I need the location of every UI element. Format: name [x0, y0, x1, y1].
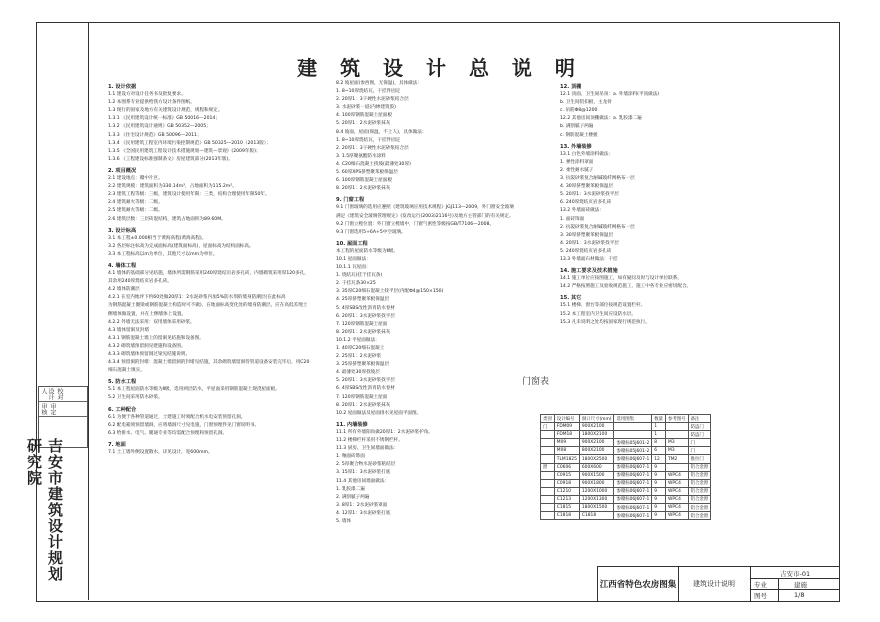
spec-line: 5. 240厚烧结页岩多孔砖 — [560, 248, 612, 254]
table-cell — [541, 479, 555, 487]
spec-line: 2. 干挂瓦条30×25 — [336, 281, 376, 287]
spec-line: 其余用240厚烧结页岩多孔砖。 — [108, 279, 172, 285]
table-cell: 800X2100 — [579, 447, 614, 455]
table-cell: 1 — [652, 431, 666, 439]
table-cell: C1213 — [554, 495, 579, 503]
table-cell: 8 — [652, 439, 666, 447]
spec-line: 为钢筋混凝土圈梁或钢筋混凝土构造时可不做)，在地面标高变化处的墙身防潮层，应在高低差埋土 — [108, 303, 308, 309]
table-cell: WPC4 — [666, 512, 689, 520]
table-cell: 铝合金窗 — [688, 495, 711, 503]
table-cell: M3 — [666, 439, 689, 447]
spec-line: 9.1 门窗玻璃的选用应遵照《建筑玻璃应用技术规程》JGJ113—2009，外门窗安全玻璃 — [336, 205, 514, 211]
table-cell: 参赣标06J607-1 — [614, 504, 652, 512]
spec-line: 4.3.2 砌筑墙预留洞见建施和设备图。 — [108, 343, 186, 349]
table-cell: M3 — [666, 447, 689, 455]
spec-line: 2.1 建设地点：赣中片区。 — [108, 176, 163, 182]
spec-line: 3. 15厚1：3水泥砂浆打底 — [336, 470, 391, 476]
table-header-cell: 数量 — [652, 415, 666, 423]
spec-line: 1. 乳胶漆二遍 — [336, 486, 365, 492]
section-heading: 14. 施工要求及技术措施 — [560, 268, 618, 275]
table-cell: C0606 — [554, 463, 579, 471]
table-cell: 9 — [652, 479, 666, 487]
spec-line: 3.1 本工程±0.000相当于黄海高程(黄海高程)。 — [108, 235, 207, 241]
table-cell: 12 — [652, 455, 666, 463]
spec-line: 本工程的屋面防水等级为Ⅱ级。 — [336, 248, 398, 254]
table-cell — [666, 423, 689, 431]
spec-line: 4. 12厚1：3水泥砂浆打底 — [336, 510, 391, 516]
section-heading: 6. 工种配合 — [108, 406, 137, 413]
spec-line: 6.1 为便于各种管道通过，土建施工时须配合机水电安装预留孔洞。 — [108, 414, 246, 420]
spec-line: 4.3.3 砌筑墙体预留洞过梁见结施说明。 — [108, 352, 191, 357]
table-cell: 9 — [652, 487, 666, 495]
section-heading: 13. 外墙装修 — [560, 143, 592, 150]
table-cell — [666, 463, 689, 471]
table-row — [541, 487, 711, 495]
spec-line: 3. 8厚1：2水泥砂浆罩面 — [336, 502, 388, 508]
table-cell: TLM1825 — [554, 455, 579, 463]
spec-line: 3. 25厚挤塑聚苯板保温层 — [336, 362, 390, 368]
spec-line: 2.5 建筑耐火等级：二级。 — [108, 208, 163, 214]
spec-line: 15.1 楼梯、窗台等部位按规范设置栏杆。 — [560, 303, 646, 309]
spec-line: 13.3 外墙面石材做法：干挂 — [560, 256, 618, 262]
table-cell: M09 — [554, 439, 579, 447]
table-cell: TM2 — [666, 455, 689, 463]
org-name: 吉安市建筑设计规划研究院 — [25, 438, 64, 582]
table-cell: C0918 — [554, 479, 579, 487]
table-header-cell: 备注 — [688, 415, 711, 423]
spec-line: 12.2 其他房间顶棚做法：a. 乳胶漆二遍 — [560, 116, 642, 122]
spec-line: 1.3.1 《民用建筑设计统一标准》GB 50016—2014； — [108, 116, 220, 122]
spec-line: 2. 25厚1：2水泥砂浆 — [336, 354, 382, 360]
title-block — [597, 566, 840, 602]
table-cell: 1200X1300 — [579, 495, 614, 503]
table-row — [541, 512, 711, 520]
spec-line: 4.3.1 钢筋混凝土墙上的留洞见结施和设备图。 — [108, 335, 204, 341]
section-heading: 2. 项目概况 — [108, 167, 137, 174]
spec-line: 13.2 外墙面砖做法： — [560, 208, 604, 214]
spec-line: 1. 8~10厚烧结瓦，干挂件固定 — [336, 89, 401, 95]
section-heading: 11. 内墙装修 — [336, 421, 368, 428]
table-row — [541, 423, 711, 431]
spec-line: 2.2 建筑规模：建筑面积为330.14m²，占地面积为115.2m²。 — [108, 184, 237, 190]
table-cell: 900X1800 — [579, 479, 614, 487]
spec-line: 4. C20细石混凝土找坡(最薄处30厚) — [336, 161, 411, 167]
table-row — [541, 504, 711, 512]
spec-line: 5. 20厚1：2水泥砂浆抹灰 — [336, 121, 391, 127]
spec-line: b. 满刮腻子两遍 — [560, 124, 594, 130]
table-cell: 900X2100 — [579, 423, 614, 431]
spec-line: 满足《建筑安全玻璃管理规定》(发改运行(2003)2116号)及地方主管部门的有关规定。 — [336, 213, 514, 219]
table-cell: 参赣标06J607-1 — [614, 479, 652, 487]
table-cell — [541, 431, 555, 439]
section-heading: 3. 设计标高 — [108, 227, 137, 234]
spec-line: 2. 满刮腻子两遍 — [336, 494, 370, 500]
spec-line: c. 钢筋混凝土楼板 — [560, 132, 598, 138]
table-cell: 防盗门 — [688, 423, 711, 431]
spec-line: 11.2 楼梯栏杆采用不锈钢栏杆。 — [336, 438, 403, 444]
spec-line: 1.3.6 《工程建设标准强制条文》房屋建筑部分(2013年版)。 — [108, 156, 233, 162]
table-cell: 防盗门 — [688, 431, 711, 439]
table-cell: 推拉门 — [688, 455, 711, 463]
spec-line: 4.2.1 在室内地坪下约60处做20厚1：2水泥砂浆内加5%防水剂的墙身防潮层(在此标高 — [108, 295, 286, 301]
section-heading: 1. 设计依据 — [108, 84, 137, 90]
spec-line: 1. 8~10厚烧结瓦，干挂件固定 — [336, 137, 401, 143]
spec-line: 8. 20厚1：2水泥砂浆抹灰 — [336, 186, 391, 192]
table-cell: 铝合金窗 — [688, 512, 711, 520]
table-cell: 参赣标06J607-1 — [614, 487, 652, 495]
table-cell: 参赣标05J601-2 — [614, 439, 652, 447]
table-cell: 1800X2500 — [579, 455, 614, 463]
table-row — [541, 495, 711, 503]
table-cell: 9 — [652, 471, 666, 479]
table-cell: 参赣标06J607-1 — [614, 495, 652, 503]
spec-line: 6.2 配电箱须预留墙洞，应将墙洞尺寸见电施，门窗预埋件见门窗说明书。 — [108, 422, 260, 428]
spec-line: 5. 20厚1：3水泥砂浆找平层 — [560, 192, 619, 198]
spec-line: 3. 1.5厚聚氨酯防水涂料 — [336, 153, 386, 159]
spec-line: 5. 20厚1：3水泥砂浆找平层 — [336, 378, 395, 384]
table-cell: 铝合金窗 — [688, 504, 711, 512]
table-row — [541, 471, 711, 479]
section-heading: 7. 地面 — [108, 441, 126, 448]
spec-line: 9.3 门窗选用5+6A+5中空玻璃。 — [336, 229, 406, 235]
spec-line: 3. 抗裂砂浆复合耐碱玻纤网格布一层 — [560, 176, 635, 182]
table-row — [541, 479, 711, 487]
table-row — [541, 455, 711, 463]
table-cell: 参赣标05J601-2 — [614, 447, 652, 455]
spec-line: 1.1 建设方对设计任务书及批复要求。 — [108, 92, 186, 98]
table-header-cell: 类别 — [541, 415, 555, 423]
table-cell: 900X1500 — [579, 471, 614, 479]
stamp-label: 校对 — [56, 388, 63, 400]
spec-line: 10.2 屋面做法及屋面排水见屋面平面图。 — [336, 410, 422, 416]
table-cell — [666, 431, 689, 439]
spec-line: c. 吊筋Φ8@1200 — [560, 108, 598, 114]
table-cell — [541, 439, 555, 447]
table-cell: WPC4 — [666, 504, 689, 512]
table-cell — [541, 455, 555, 463]
spec-line: 4.1 墙体的基础部分见结施，墙体所需钢筋采用240厚烧结页岩多孔砖，内墙砌筑采用厚120多孔， — [108, 271, 309, 277]
section-heading: 10. 屋面工程 — [336, 240, 368, 247]
spec-line: 9.2 门窗立樘位置：外门窗立樘墙中，门窗气密性等级按GB/T7106—2008。 — [336, 221, 495, 227]
spec-line: 1. 弹性涂料罩面 — [560, 159, 594, 165]
spec-line: 2. 柔性耐水腻子 — [560, 167, 594, 173]
table-cell: 参赣标06J607-1 — [614, 463, 652, 471]
spec-line: 1. 40厚C20细石混凝土 — [336, 346, 385, 351]
spec-line: 6. 100厚钢筋混凝土屋面板 — [336, 178, 392, 184]
spec-line: 8.2 坡屋面(参西图，无保温)，具体做法： — [336, 81, 422, 86]
table-cell: C1815 — [554, 504, 579, 512]
spec-line: 4. 30厚挤塑聚苯板保温层 — [560, 184, 614, 190]
spec-line: 细石混凝土填实。 — [108, 368, 145, 374]
table-header-cell: 设计编号 — [554, 415, 579, 423]
table-cell: 1800X2100 — [579, 431, 614, 439]
spec-line: 1. 烧结瓦(挂于挂瓦条) — [336, 273, 383, 279]
section-heading: 4. 墙体工程 — [108, 262, 137, 269]
table-row — [541, 447, 711, 455]
spec-line: 8.4 坡面，屋面(保温，不上人)，具体做法： — [336, 129, 427, 135]
spec-line: 2. 20厚1：3干硬性水泥砂浆结合层 — [336, 97, 409, 103]
spec-line: 1.3.3 《住宅设计规范》GB 50096—2011； — [108, 132, 202, 138]
project-name: 江西省特色农房图集 — [598, 567, 679, 601]
table-cell: WPC4 — [666, 495, 689, 503]
spec-line: 侧墙体做设置，并在土侧墙体上设置。 — [108, 311, 187, 317]
table-cell: FDM18 — [554, 431, 579, 439]
stamp-label: 审定 — [49, 403, 56, 415]
table-cell — [541, 487, 555, 495]
table-cell: WPC4 — [666, 479, 689, 487]
table-cell: 门 — [688, 447, 711, 455]
table-cell — [614, 423, 652, 431]
spec-line: 4. 25厚挤塑聚苯板保温层 — [336, 297, 390, 303]
spec-line: 2. 5厚聚合物水泥砂浆粘结层 — [336, 462, 396, 468]
spec-line: 1.3.4 《民用建筑工程室内环境污染控制规范》GB 50325—2010（2013版）； — [108, 140, 271, 146]
spec-line: 8. 20厚1：2水泥砂浆抹灰 — [336, 329, 391, 335]
spec-line: 14.2 严格按照施工及验收规范施工，施工中各专业应密切配合。 — [560, 284, 692, 290]
table-cell: WPC4 — [666, 487, 689, 495]
door-window-table — [540, 414, 711, 520]
page-title: 建 筑 设 计 总 说 明 — [297, 56, 583, 80]
table-cell: 1200X1000 — [579, 487, 614, 495]
field-value: 建施 — [794, 581, 807, 589]
table-cell — [541, 504, 555, 512]
table-header-cell: 参考图号 — [666, 415, 689, 423]
table-cell: 1 — [652, 423, 666, 431]
table-header-cell: 洞口尺寸(mm) — [579, 415, 614, 423]
spec-line: 1.2 本图系专业提供给我方设计条件图纸。 — [108, 100, 195, 106]
spec-line: 3.2 各层标注标高为完成面标高(建筑面标高)，屋面标高为结构面标高。 — [108, 243, 254, 249]
spec-line: 7.1 土工墙外侧设置散水，详见设计，宽600mm。 — [108, 450, 213, 456]
spec-line: 1.3.5 《全国民用建筑工程设计技术措施规划—建筑—景观》(2009年版)； — [108, 148, 261, 154]
spec-line: 10.1 屋面做法： — [336, 256, 371, 262]
spec-column-3 — [560, 80, 810, 327]
table-cell: FDM09 — [554, 423, 579, 431]
spec-line: 7. 120厚钢筋混凝土屋面 — [336, 321, 388, 327]
title-cells — [750, 567, 839, 601]
spec-line: 7. 120厚钢筋混凝土屋面 — [336, 394, 388, 400]
table-cell: 9 — [652, 495, 666, 503]
spec-line: 2. 20厚1：3干硬性水泥砂浆结合层 — [336, 145, 409, 151]
table-cell: 铝合金窗 — [688, 479, 711, 487]
table-cell: 9 — [652, 504, 666, 512]
spec-line: 5. 4厚SBS改性沥青防水卷材 — [336, 305, 396, 311]
table-cell: WPC4 — [666, 471, 689, 479]
spec-line: 4.2 墙体防潮层 — [108, 287, 140, 293]
table-cell: 9 — [652, 463, 666, 471]
spec-line: 2.3 建筑工程等级：三级，建筑设计使用年限：三类，结构合理使用年限50年。 — [108, 192, 270, 198]
spec-line: 6. 20厚1：3水泥砂浆找平层 — [336, 313, 395, 319]
spec-line: 8. 20厚1：2水泥砂浆抹灰 — [336, 402, 391, 408]
table-cell: 参赣标06J607-1 — [614, 512, 652, 520]
table-cell — [541, 447, 555, 455]
spec-line: 6. 240厚烧结页岩多孔砖 — [560, 200, 612, 206]
section-heading: 12. 顶棚 — [560, 84, 582, 90]
stamp-label: 设计人 — [40, 388, 54, 400]
spec-line: 11.1 所有外墙阳角做20厚1：2水泥砂浆护角。 — [336, 429, 433, 435]
spec-line: 2. 抗裂砂浆复合耐碱玻纤网格布一层 — [560, 224, 635, 230]
table-header-row — [541, 415, 711, 423]
spec-line: 4. 最薄处30厚找坡层 — [336, 370, 380, 376]
table-cell — [541, 471, 555, 479]
drawing-code: 吉安市-01 — [780, 570, 811, 578]
table-cell: 窗 — [541, 463, 555, 471]
spec-column-1 — [108, 80, 328, 457]
table-cell: 门 — [541, 423, 555, 431]
table-row — [541, 431, 711, 439]
section-heading: 9. 门窗工程 — [336, 197, 365, 204]
table-cell — [541, 495, 555, 503]
spec-line: 4.3 墙体留洞及封堵 — [108, 327, 149, 333]
spec-line: 10.1.1 瓦屋面： — [336, 265, 371, 271]
spec-line: 13.1 白色外墙涂料做法： — [560, 151, 614, 157]
drawing-name: 建筑设计说明 — [678, 567, 751, 601]
table-cell — [614, 431, 652, 439]
table-cell: 9 — [652, 512, 666, 520]
table-cell: C1210 — [554, 487, 579, 495]
spec-line: 3. 30厚挤塑聚苯板保温层 — [560, 232, 614, 238]
section-heading: 15. 其它 — [560, 295, 582, 302]
table-cell: M08 — [554, 447, 579, 455]
table-cell: 铝合金窗 — [688, 487, 711, 495]
door-table-note: 门窗表 — [522, 377, 550, 387]
table-row — [541, 439, 711, 447]
spec-line: 5. 60厚XPS挤塑聚苯板保温层 — [336, 170, 398, 176]
spec-line: 4. 100厚钢筋混凝土屋面板 — [336, 113, 392, 119]
spec-line: 3. 35厚C20细石混凝土找平层(内配Φ4@150×150) — [336, 289, 444, 295]
spec-line: 1. 釉面砖饰面 — [336, 454, 365, 460]
spec-line: 1. 面砖饰面 — [560, 216, 585, 222]
table-cell: 铝合金窗 — [688, 471, 711, 479]
spec-line: 6.3 给排水、电气、暖通专业等均需配合预埋和预留孔洞。 — [108, 430, 228, 436]
spec-line: 1.3.2 《民用建筑设计通则》GB 50352—2005； — [108, 124, 211, 130]
table-row — [541, 463, 711, 471]
table-cell: 1800X1500 — [579, 504, 614, 512]
spec-line: 11.3 厨房、卫生间墙面做法： — [336, 446, 399, 452]
table-cell — [541, 512, 555, 520]
spec-line: 3. 水泥砂浆一道(内掺建筑胶) — [336, 105, 396, 111]
spec-line: 12.1 顶面、卫生间吊顶：a. 外墙涂料(平顶做法) — [560, 92, 660, 98]
spec-line: 5.2 卫生间采用防水砂浆。 — [108, 395, 163, 401]
spec-line: 2.4 建筑耐火等级：二级。 — [108, 200, 163, 206]
spec-line: 4. 20厚1：3水泥砂浆找平层 — [560, 240, 619, 246]
spec-line: 14.1 施工单位应按图施工，如有疑问及时与设计单位联系。 — [560, 276, 682, 282]
spec-line: 5.1 本工程屋面防水等级为Ⅱ级，选用两层防水，平屋面采用钢筋混凝土现浇屋面板。 — [108, 387, 280, 393]
spec-line: 15.3 凡未说明之处均按国家现行规范执行。 — [560, 319, 650, 325]
table-cell: 600X600 — [579, 463, 614, 471]
field-value: 1/8 — [794, 591, 805, 599]
field-label: 图号 — [754, 592, 767, 600]
spec-line: 4.3.4 预留洞的封堵：混凝土墙留洞的封堵见结施，其余砌筑墙留洞待管道设备安装完毕后，用C20 — [108, 360, 310, 366]
spec-line: 15.2 本工程室内卫生间应设防水层。 — [560, 311, 637, 317]
spec-line: 11.4 其他房间墙面做法： — [336, 478, 390, 484]
table-cell: 参赣标06J607-1 — [614, 455, 652, 463]
spec-line: 1.3 现行的国家及地方有关建筑设计规范，规程和规定。 — [108, 108, 223, 114]
spec-line: 3.3 本工程标高以m为单位，其他尺寸以mm为单位。 — [108, 251, 218, 257]
table-cell: 6 — [652, 447, 666, 455]
spec-line: 6. 4厚SBS改性沥青防水卷材 — [336, 386, 396, 392]
field-label: 专业 — [754, 581, 767, 589]
spec-column-2 — [336, 80, 558, 526]
stamp-label: 审核 — [40, 403, 47, 415]
table-cell: 铝合金窗 — [688, 463, 711, 471]
table-cell: 参赣标06J607-1 — [614, 471, 652, 479]
table-cell: C1818 — [579, 512, 614, 520]
spec-line: 5. 墙体 — [336, 518, 352, 524]
spec-line: b. 卫生间铝扣板，主龙骨 — [560, 100, 612, 106]
table-header-cell: 选用图集 — [614, 415, 652, 423]
section-heading: 5. 防水工程 — [108, 379, 137, 386]
spec-line: 4.2.2 外墙无法采用：双用墙体采用砂浆。 — [108, 319, 195, 325]
table-cell: 门 — [688, 439, 711, 447]
table-cell: C0915 — [554, 471, 579, 479]
table-cell: C1818 — [554, 512, 579, 520]
spec-line: 10.1.2 平屋面做法： — [336, 337, 380, 343]
table-cell: 900X2100 — [579, 439, 614, 447]
spec-line: 2.6 建筑层数：三层砖混结构，建筑占地面积为89.60M。 — [108, 216, 226, 222]
